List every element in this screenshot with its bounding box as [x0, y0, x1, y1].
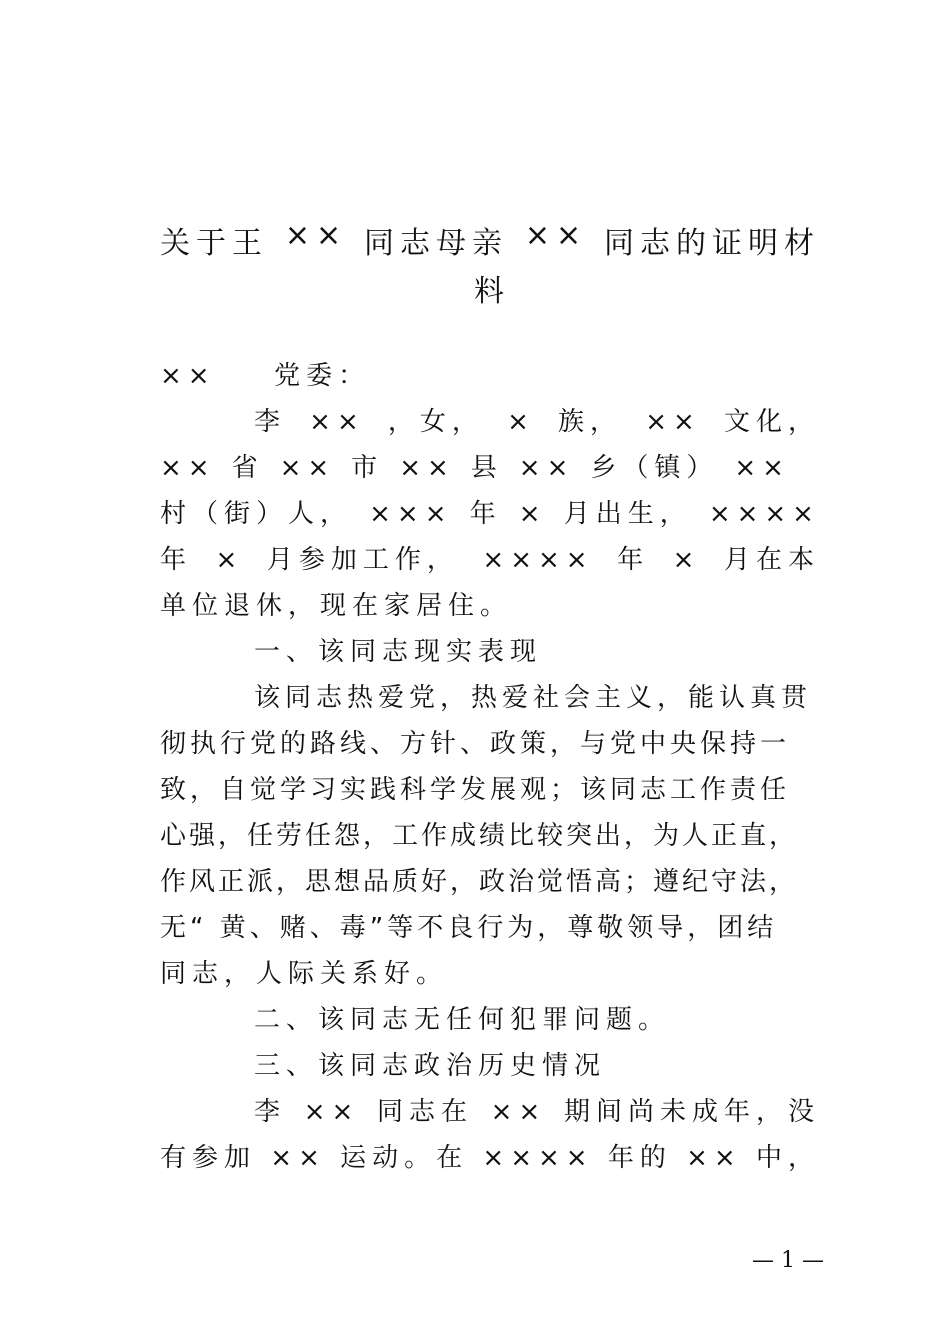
intro-text: ××××	[482, 545, 594, 575]
section-3-text: ××	[686, 1143, 742, 1173]
section-3-text: ××	[270, 1143, 326, 1173]
document-title-line-2: 料	[474, 274, 505, 309]
intro-text: ，女，	[387, 407, 484, 437]
intro-text: 省	[231, 453, 264, 483]
intro-text: ××××	[708, 499, 820, 529]
section-3-text: 期间尚未成年，没	[563, 1097, 820, 1127]
section-3-text: ××	[303, 1097, 360, 1127]
section-1-line: 心强，任劳任怨，工作成绩比较突出，为人正直，	[160, 821, 799, 851]
section-3-text: 同志在	[376, 1097, 473, 1127]
title-part: 关于王	[160, 226, 268, 261]
section-3-text: ××	[490, 1097, 547, 1127]
section-1-line: 该同志热爱党，热爱社会主义，能认真贯	[254, 683, 813, 713]
section-1-line: 同志，人际关系好。	[160, 959, 449, 989]
title-part: 同志母亲	[364, 226, 508, 261]
document-title-line-1	[160, 218, 820, 262]
section-1-line: 无“ 黄、赌、毒”等不良行为，尊敬领导，团结	[160, 913, 778, 943]
intro-text: 月参加工作，	[266, 545, 459, 575]
intro-text: 年	[617, 545, 650, 575]
section-1-line: 致，自觉学习实践科学发展观；该同志工作责任	[160, 775, 791, 805]
intro-text: 乡（镇）	[590, 453, 719, 483]
title-part: ××	[284, 218, 348, 253]
intro-text: ×	[215, 545, 244, 575]
section-3-heading: 三、该同志政治历史情况	[254, 1051, 607, 1081]
section-1-line: 作风正派，思想品质好，政治觉悟高；遵纪守法，	[160, 867, 799, 897]
intro-text: ××	[160, 453, 216, 483]
intro-text: ×	[518, 499, 547, 529]
intro-line-1	[254, 406, 820, 438]
intro-text: ×××	[369, 499, 453, 529]
section-3-text: 有参加	[160, 1143, 257, 1173]
section-3-text: 运动。在	[340, 1143, 469, 1173]
intro-text: ××	[518, 453, 575, 483]
intro-text: 年	[469, 499, 502, 529]
addressee	[160, 360, 820, 392]
addressee-label: 党委：	[274, 361, 371, 391]
intro-text: ×	[672, 545, 701, 575]
section-1-line: 彻执行党的路线、方针、政策，与党中央保持一	[160, 729, 791, 759]
intro-text: ××	[645, 407, 701, 437]
section-1-heading: 一、该同志现实表现	[254, 637, 543, 667]
section-3-line-1	[254, 1096, 820, 1128]
intro-text: ×	[507, 407, 535, 437]
section-3-text: 中，	[755, 1143, 820, 1173]
title-part: 同志的证明材	[604, 226, 820, 261]
section-3-text: ××××	[482, 1143, 594, 1173]
section-3-line-2	[160, 1142, 820, 1174]
intro-text: ××	[309, 407, 365, 437]
intro-text: 村（街）人，	[160, 499, 353, 529]
intro-line-4	[160, 544, 820, 576]
intro-text: 县	[470, 453, 503, 483]
intro-line-2	[160, 452, 790, 484]
intro-text: ××	[399, 453, 455, 483]
title-part: ××	[524, 218, 588, 253]
intro-line-3	[160, 498, 820, 530]
section-3-text: 年的	[607, 1143, 672, 1173]
section-3-text: 李	[254, 1097, 287, 1127]
intro-text: 月在本	[723, 545, 820, 575]
intro-text: 族，	[558, 407, 623, 437]
intro-text: 李	[254, 407, 287, 437]
page-number: — 1 —	[752, 1248, 824, 1273]
intro-line-5: 单位退休，现在家居住。	[160, 591, 513, 621]
section-2-heading: 二、该同志无任何犯罪问题。	[254, 1005, 671, 1035]
intro-text: 市	[351, 453, 384, 483]
intro-text: ××	[734, 453, 790, 483]
intro-text: 文化，	[723, 407, 820, 437]
intro-text: 年	[160, 545, 193, 575]
intro-text: 月出生，	[563, 499, 692, 529]
intro-text: ××	[279, 453, 336, 483]
addressee-org: ××	[160, 361, 216, 391]
